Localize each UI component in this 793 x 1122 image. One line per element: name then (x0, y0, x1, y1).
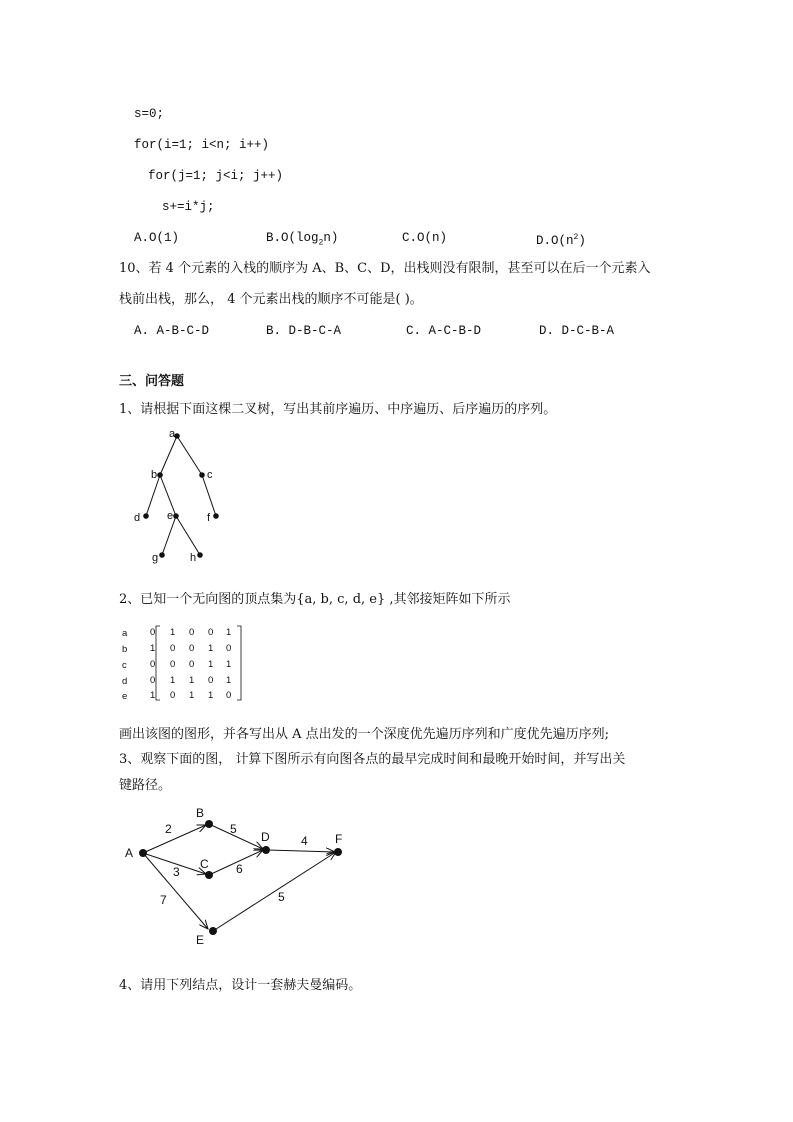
matrix-cell: 1 (189, 690, 195, 701)
question-3-line-2: 键路径。 (119, 778, 172, 793)
graph-node-E-dot (209, 927, 217, 935)
matrix-cell: 1 (226, 675, 232, 686)
q9-option-c: C.O(n) (402, 231, 448, 245)
matrix-cell: 1 (226, 659, 232, 670)
graph-label-A: A (125, 846, 134, 860)
matrix-row-label: c (122, 660, 127, 671)
q10-line-1: 10、若 4 个元素的入栈的顺序为 A、B、C、D，出栈则没有限制，甚至可以在后一个元素入 (119, 261, 651, 276)
tree-node-d-dot (143, 513, 149, 519)
binary-tree-diagram (125, 425, 235, 570)
tree-node-f-dot (213, 513, 219, 519)
matrix-cell: 1 (170, 627, 176, 638)
matrix-row-label: a (122, 628, 128, 639)
matrix-row-c (122, 659, 231, 671)
graph-node-A-dot (139, 849, 147, 857)
tree-label-c: c (207, 469, 213, 481)
tree-node-e-dot (173, 513, 179, 519)
code-line-4: s+=i*j; (162, 200, 215, 214)
tree-node-g-dot (159, 552, 165, 558)
matrix-row-label: d (122, 676, 128, 687)
matrix-cell: 0 (189, 627, 195, 638)
matrix-row-label: b (122, 644, 128, 655)
tree-label-b: b (151, 469, 158, 481)
matrix-cell: 0 (150, 675, 156, 686)
graph-label-F: F (335, 832, 343, 846)
tree-node-b-dot (157, 472, 163, 478)
matrix-cell: 1 (208, 690, 214, 701)
matrix-cell: 0 (189, 643, 195, 654)
section-heading: 三、问答题 (119, 374, 185, 389)
adjacency-matrix (118, 624, 248, 704)
matrix-cell: 0 (226, 643, 232, 654)
graph-node-F-dot (334, 848, 342, 856)
matrix-cell: 1 (170, 675, 176, 686)
matrix-cell: 0 (170, 643, 176, 654)
matrix-cell: 0 (150, 627, 156, 638)
matrix-cell: 1 (208, 643, 214, 654)
question-2-line-1: 2、已知一个无向图的顶点集为{a, b, c, d, e} ,其邻接矩阵如下所示 (119, 592, 511, 607)
matrix-cell: 0 (150, 659, 156, 670)
matrix-row-b (122, 643, 231, 655)
code-line-2: for(i=1; i<n; i++) (134, 138, 270, 152)
question-2-line-2: 画出该图的图形，并各写出从 A 点出发的一个深度优先遍历序列和广度优先遍历序列; (119, 727, 610, 742)
tree-label-g: g (152, 552, 159, 564)
graph-label-B: B (196, 806, 205, 820)
matrix-cell: 1 (150, 643, 156, 654)
code-line-1: s=0; (134, 107, 165, 121)
q10-line-2: 栈前出栈，那么， 4 个元素出栈的顺序不可能是( )。 (119, 292, 423, 307)
tree-label-f: f (207, 512, 211, 524)
q9-option-a: A.O(1) (134, 231, 180, 245)
graph-node-C-dot (205, 871, 213, 879)
graph-label-D: D (261, 830, 270, 844)
q10-option-a: A. A-B-C-D (134, 324, 210, 338)
matrix-row-label: e (122, 691, 128, 702)
q10-option-b: B. D-B-C-A (266, 324, 342, 338)
tree-node-h-dot (197, 552, 203, 558)
code-line-3: for(j=1; j<i; j++) (148, 169, 284, 183)
edge-weight-BD: 5 (230, 822, 237, 836)
matrix-cell: 0 (189, 659, 195, 670)
question-4: 4、请用下列结点，设计一套赫夫曼编码。 (119, 978, 362, 993)
graph-node-D-dot (262, 846, 270, 854)
edge-weight-CD: 6 (236, 862, 243, 876)
question-3-line-1: 3、观察下面的图， 计算下图所示有向图各点的最早完成时间和最晚开始时间，并写出关 (119, 752, 626, 767)
q10-option-d: D. D-C-B-A (539, 324, 615, 338)
matrix-row-d (122, 675, 231, 687)
tree-label-h: h (190, 552, 197, 564)
edge-weight-AB: 2 (165, 822, 172, 836)
matrix-cell: 0 (226, 690, 232, 701)
matrix-cell: 1 (189, 675, 195, 686)
graph-label-E: E (196, 933, 205, 947)
matrix-cell: 0 (208, 627, 214, 638)
tree-node-c-dot (199, 472, 205, 478)
edge-weight-AE: 7 (160, 893, 167, 907)
tree-label-a: a (169, 428, 176, 440)
matrix-cell: 0 (208, 675, 214, 686)
edge-weight-DF: 4 (301, 834, 308, 848)
q10-option-c: C. A-C-B-D (406, 324, 482, 338)
tree-label-d: d (134, 512, 141, 524)
matrix-row-a (122, 627, 231, 639)
matrix-cell: 0 (170, 659, 176, 670)
directed-graph-diagram (118, 800, 358, 950)
matrix-cell: 1 (150, 690, 156, 701)
graph-node-B-dot (205, 820, 213, 828)
question-1: 1、请根据下面这棵二叉树，写出其前序遍历、中序遍历、后序遍历的序列。 (119, 402, 557, 417)
matrix-cell: 0 (170, 690, 176, 701)
edge-weight-EF: 5 (278, 890, 285, 904)
matrix-row-e (122, 690, 231, 702)
q9-option-b: $B.O(\log_2n)$ (266, 231, 339, 248)
graph-label-C: C (200, 857, 209, 871)
tree-label-e: e (167, 510, 174, 522)
matrix-cell: 1 (208, 659, 214, 670)
q9-option-d: $D.O(n^2)$ (536, 233, 586, 249)
matrix-cell: 1 (226, 627, 232, 638)
edge-weight-AC: 3 (173, 865, 180, 879)
